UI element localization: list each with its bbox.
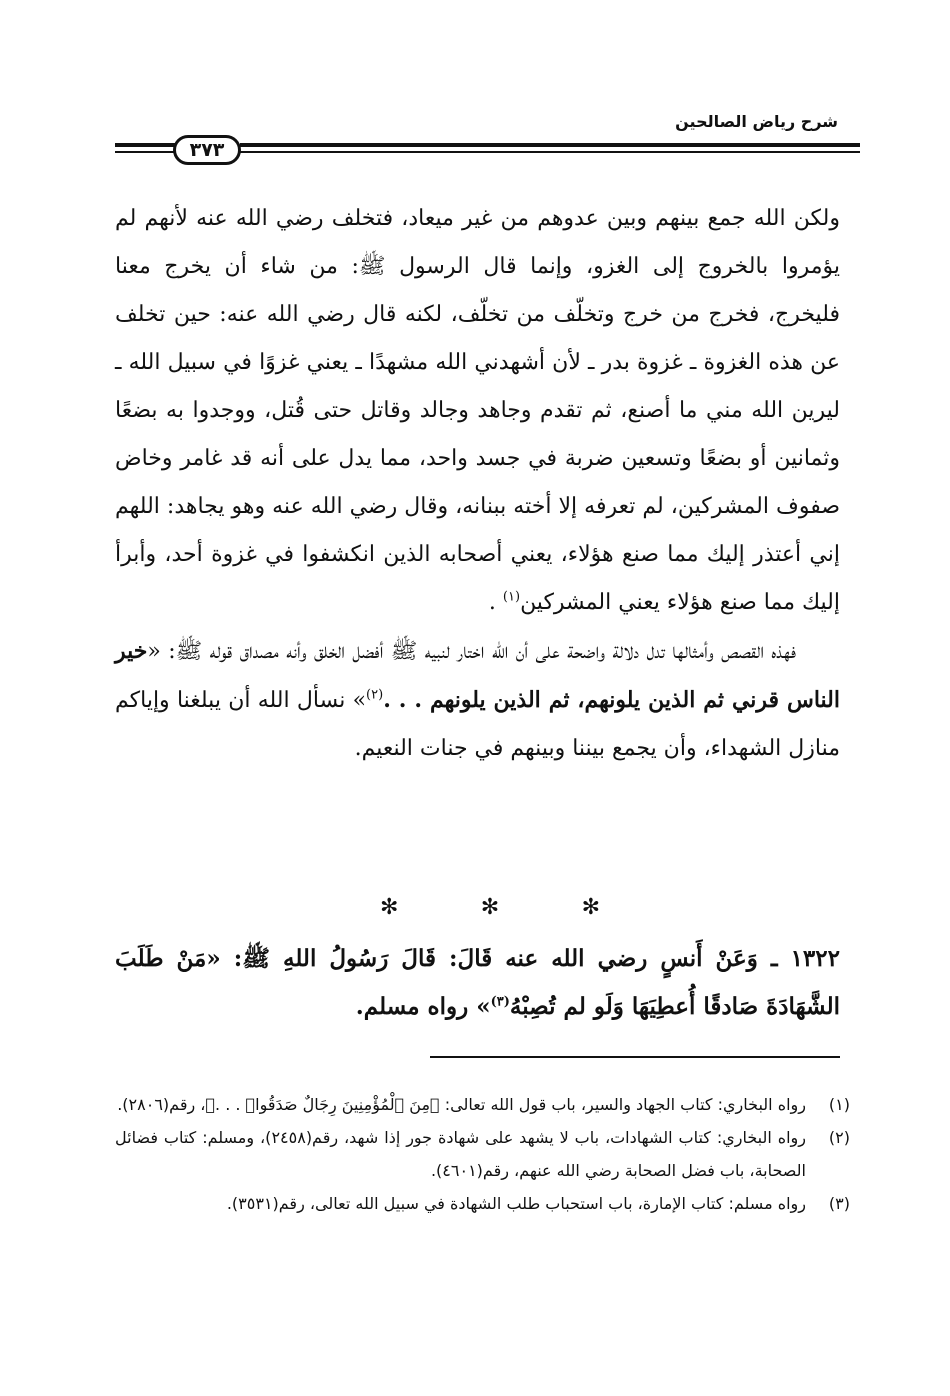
- footnote-text: رواه البخاري: كتاب الجهاد والسير، باب قول الله تعالى: ﴿مِنَ ٱلْمُؤْمِنِينَ رِجَالٌ صَدَقُوا۟ . . .﴾، رقم(٢٨٠٦).: [117, 1095, 806, 1114]
- section-separator: [380, 895, 600, 920]
- page-number: ٣٧٣: [173, 135, 241, 165]
- hadith-text: [115, 935, 840, 1031]
- footnote-divider: [430, 1056, 840, 1058]
- main-text: [115, 195, 840, 773]
- star-icon: ✻: [380, 895, 399, 920]
- footnote-text: رواه مسلم: كتاب الإمارة، باب استحباب طلب الشهادة في سبيل الله تعالى، رقم(٣٥٣١).: [226, 1194, 806, 1213]
- footnote-number: (٢): [828, 1128, 850, 1147]
- paragraph-text: فهذه القصص وأمثالها تدل دلالة واضحة على أن الله اختار لنبيه ﷺ أفضل الخلق وأنه مصداق قوله ﷺ: «: [147, 639, 796, 664]
- footnote-number: (٣): [828, 1194, 850, 1213]
- paragraph: [115, 195, 840, 627]
- footnote: [115, 1121, 850, 1187]
- footnote-ref: (٣): [490, 994, 510, 1010]
- hadith-quote: خير الناس قرني ثم الذين يلونهم، ثم الذين يلونهم . . .: [115, 638, 841, 713]
- star-icon: ✻: [480, 895, 500, 920]
- header-rule-right: [240, 143, 860, 147]
- star-icon: ✻: [581, 895, 600, 920]
- footnote-text: رواه البخاري: كتاب الشهادات، باب لا يشهد على شهادة جور إذا شهد، رقم(٢٤٥٨)، ومسلم: كتاب فضائل الصحابة، باب فضل الصحابة رضي الله عنهم، رقم(٤٦٠١).: [115, 1128, 807, 1180]
- paragraph-text: ولكن الله جمع بينهم وبين عدوهم من غير ميعاد، فتخلف رضي الله عنه لأنهم لم يؤمروا بالخروج إلى الغزو، وإنما قال الرسول ﷺ: من شاء أن يخرج معنا فليخرج، فخرج من خرج وتخلّف من تخلّف، لكنه قال رضي الله عنه: حين تخلف عن هذه الغزوة ـ غزوة بدر ـ لأن أشهدني الله مشهدًا ـ يعني غزوًا في سبيل الله ـ ليرين الله مني ما أصنع، ثم تقدم وجاهد وجالد وقاتل حتى قُتل، ووجدوا به بضعًا وثمانين أو بضعًا وتسعين ضربة في جسد واحد، مما يدل على أنه قد غامر وخاض صفوف المشركين، لم تعرفه إلا أخته ببنانه، وقال رضي الله عنه وهو يجاهد: اللهم إني أعتذر إليك مما صنع هؤلاء، يعني أصحابه الذين انكشفوا في غزوة أحد، وأبرأ إليك مما صنع هؤلاء يعني المشركين: [115, 206, 841, 615]
- header-rule-right-thin: [240, 151, 860, 153]
- paragraph: [115, 627, 840, 773]
- footnote-ref: (١): [502, 589, 521, 605]
- header-rule-left: [115, 143, 175, 147]
- paragraph-text: » نسأل الله أن يبلغنا وإياكم منازل الشهداء، وأن يجمع بيننا وبينهم في جنات النعيم.: [115, 688, 840, 761]
- footnote-ref: (٢): [366, 687, 384, 703]
- paragraph-end: .: [488, 590, 496, 615]
- footnote-number: (١): [828, 1095, 850, 1114]
- footnote: [115, 1088, 850, 1121]
- header-rule-left-thin: [115, 151, 175, 153]
- hadith-body: ١٣٢٢ ـ وَعَنْ أَنسٍ رضي الله عنه قَالَ: قَالَ رَسُولُ اللهِ ﷺ: «مَنْ طَلَبَ الشَّهَادَةَ صَادقًا أُعطِيَهَا وَلَو لم تُصِبْهُ: [115, 945, 840, 1020]
- hadith-source: » رواه مسلم.: [355, 993, 491, 1020]
- footnotes: [115, 1088, 850, 1220]
- running-title: شرح رياض الصالحين: [675, 112, 838, 131]
- footnote: [115, 1187, 850, 1220]
